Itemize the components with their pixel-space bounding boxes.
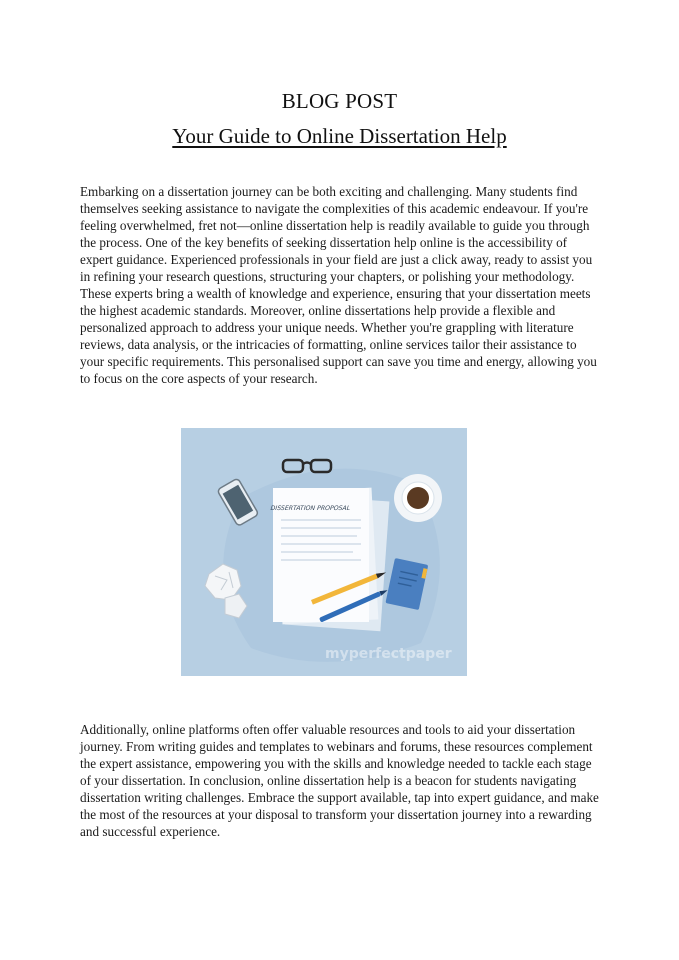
conclusion-paragraph: Additionally, online platforms often offer valuable resources and tools to aid your dissertation journey. From writing guides and templates to webinars and forums, these resources complement the expert assistance, empowering you with the skills and knowledge needed to tackle each stage of your dissertation. In conclusion, online dissertation help is a beacon for students navigating dissertation writing challenges. Embrace the support available, tap into expert guidance, and make the most of the resources at your disposal to transform your dissertation journey into a rewarding and successful experience. — [80, 722, 599, 839]
watermark: myperfectpaper — [325, 646, 452, 662]
blog-post-label: BLOG POST — [281, 89, 398, 113]
papers-stack — [270, 488, 389, 632]
sheet-heading: DISSERTATION PROPOSAL — [270, 505, 351, 512]
coffee-cup-icon — [394, 474, 442, 522]
dissertation-illustration — [181, 428, 467, 676]
intro-paragraph: Embarking on a dissertation journey can be both exciting and challenging. Many students find themselves seeking assistance to navigate the complexities of this academic endeavour. If you're feeling overwhelmed, fret not—online dissertation help is readily available to guide you through the process. One of the key benefits of seeking dissertation help online is the accessibility of expert guidance. Experienced professionals in your field are just a click away, ready to assist you in refining your research questions, structuring your chapters, or polishing your methodology. These experts bring a wealth of knowledge and experience, ensuring that your dissertation meets the highest academic standards. Moreover, online dissertations help provide a flexible and personalized approach to address your unique needs. Whether you're grappling with literature reviews, data analysis, or the intricacies of formatting, online services tailor their assistance to your specific requirements. This personalised support can save you time and energy, allowing you to focus on the core aspects of your research. — [80, 184, 597, 386]
page-title: Your Guide to Online Dissertation Help — [172, 124, 507, 148]
